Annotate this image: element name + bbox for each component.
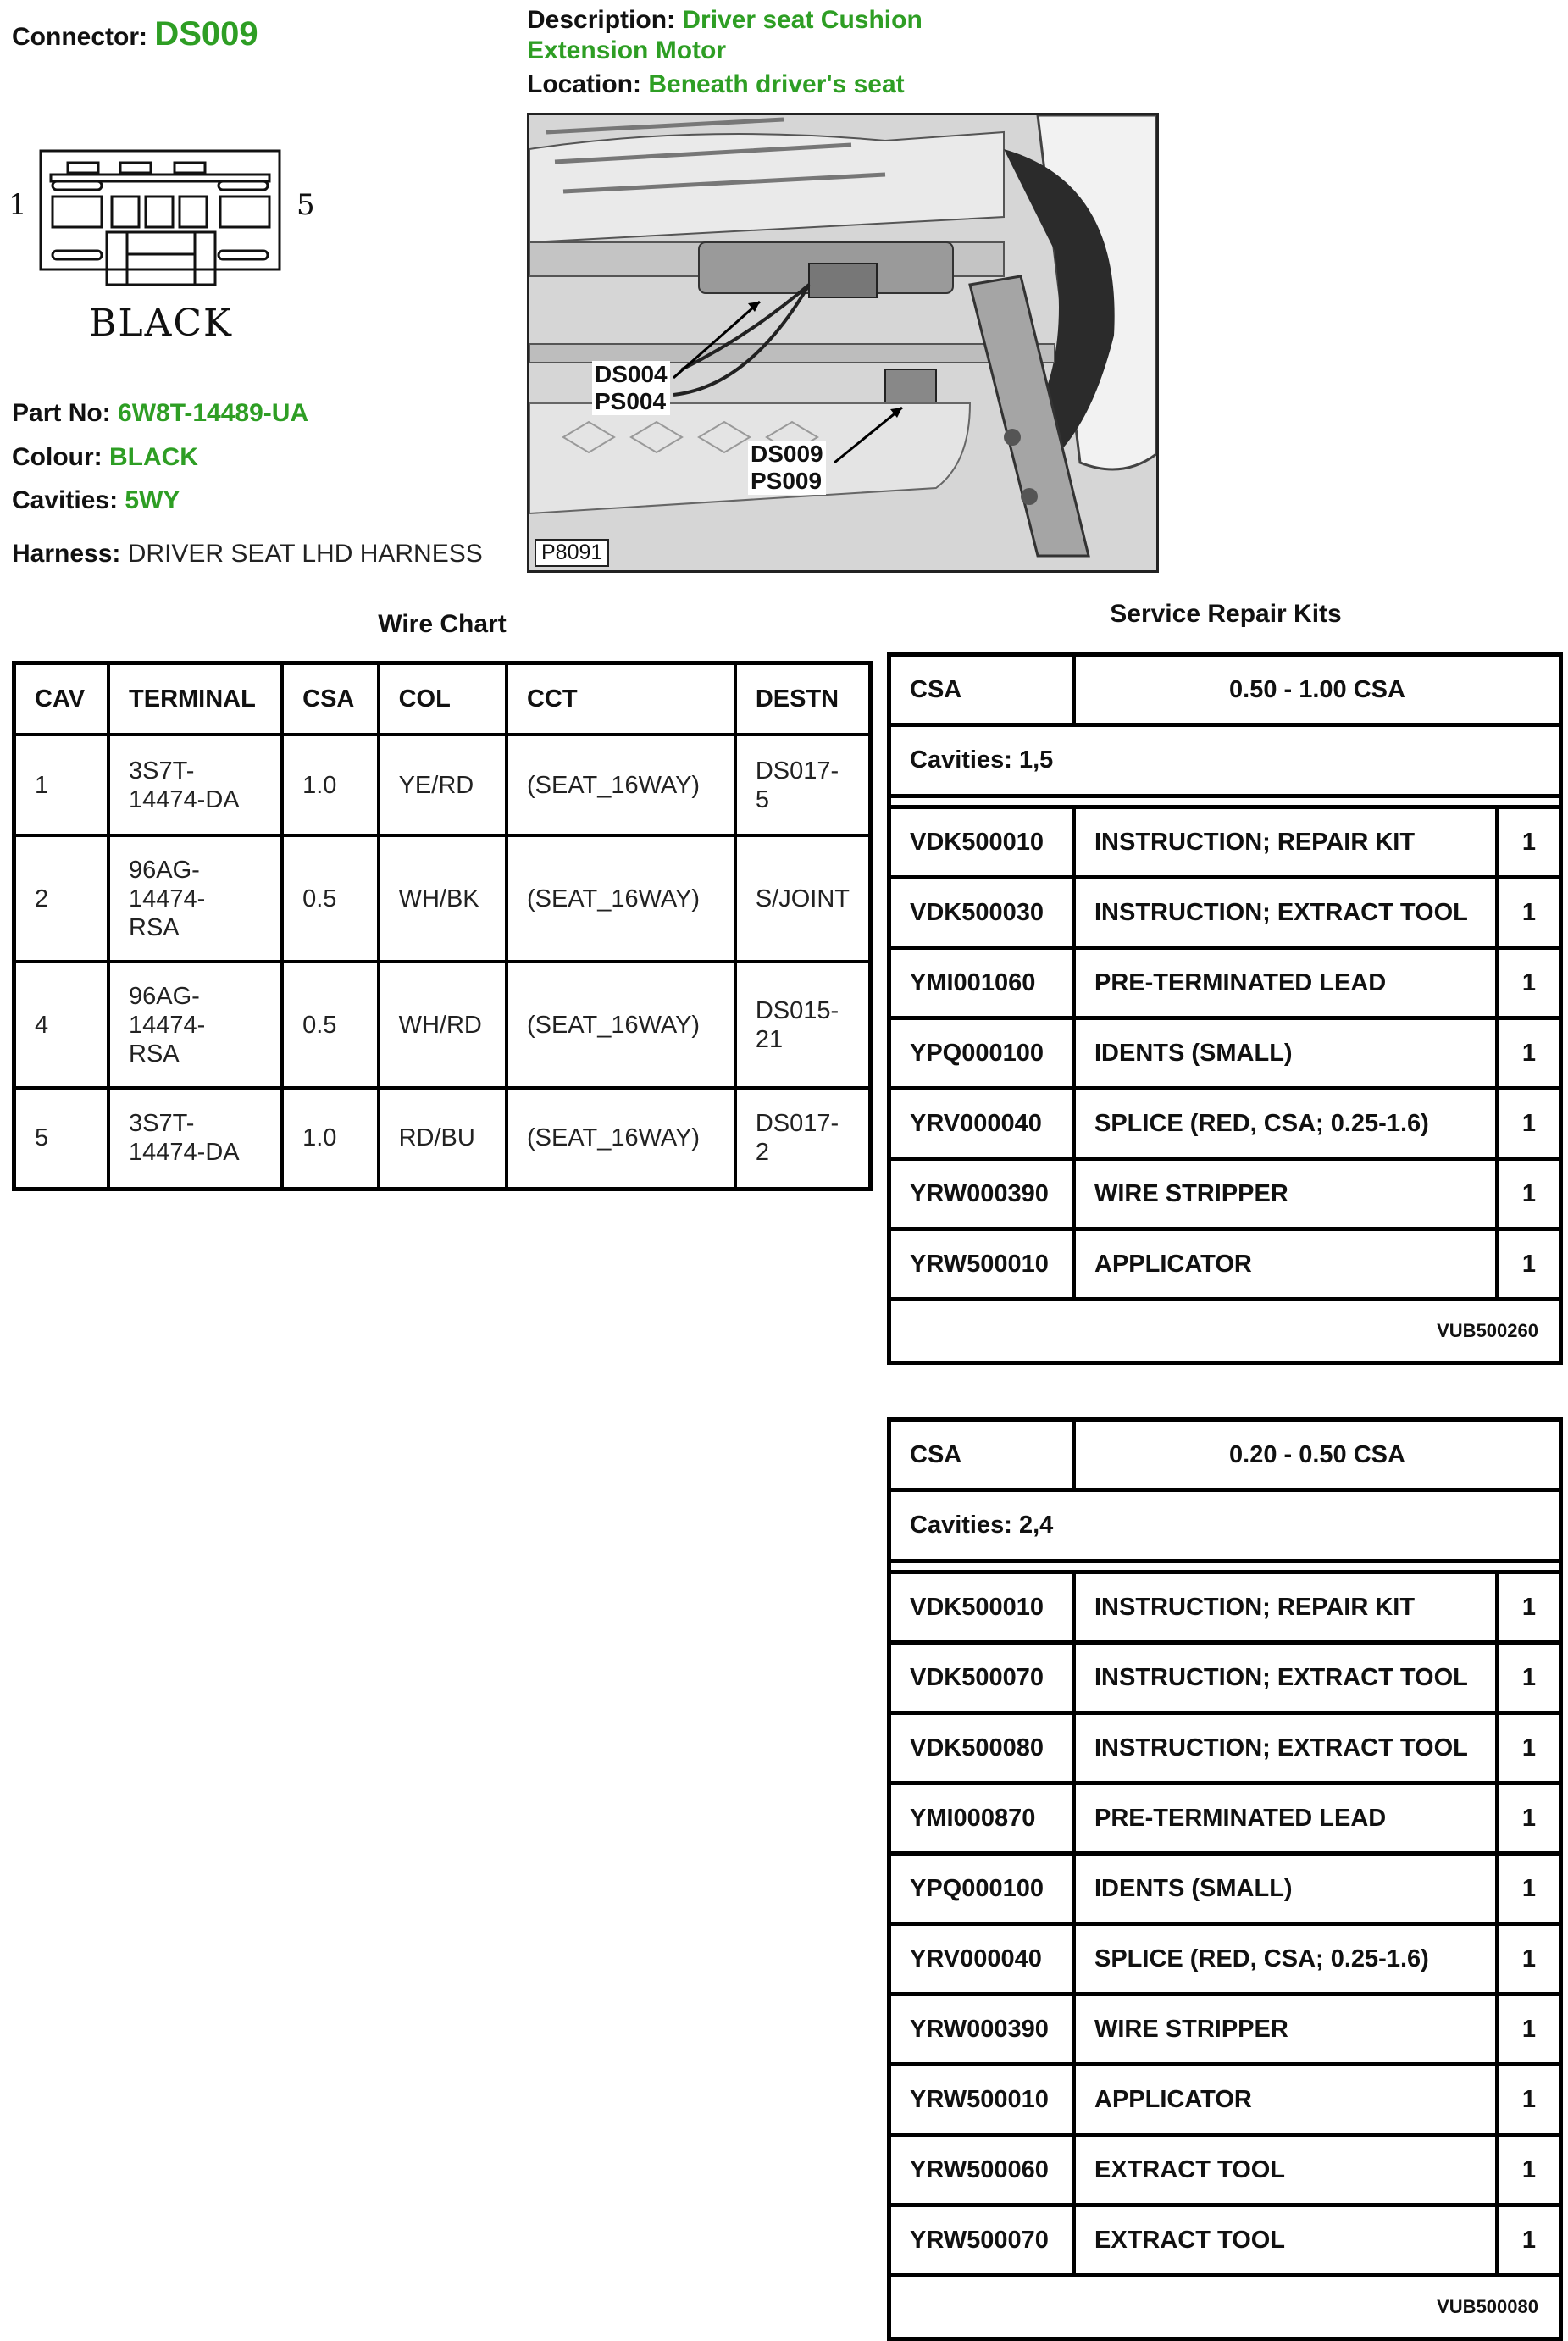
kit-item-code: YMI001060 bbox=[891, 950, 1076, 1016]
callout-ds004-label: DS004 bbox=[595, 361, 668, 387]
part-label: Part No: bbox=[12, 399, 111, 427]
part-value: 6W8T-14489-UA bbox=[118, 399, 309, 427]
wire-cell-cav: 1 bbox=[14, 735, 109, 835]
kit-item-code: YPQ000100 bbox=[891, 1020, 1076, 1086]
kit-item-desc: EXTRACT TOOL bbox=[1076, 2207, 1499, 2273]
kit-item-code: YRW500010 bbox=[891, 2066, 1076, 2133]
wire-row bbox=[14, 835, 871, 962]
colour-row bbox=[12, 442, 198, 473]
kit-item-desc: INSTRUCTION; EXTRACT TOOL bbox=[1076, 879, 1499, 946]
col-header-destn: DESTN bbox=[735, 663, 871, 735]
harness-label: Harness: bbox=[12, 540, 121, 568]
col-header-cav: CAV bbox=[14, 663, 109, 735]
description-block bbox=[527, 5, 923, 100]
kit-item-row bbox=[891, 950, 1559, 1020]
kit-item-code: VDK500070 bbox=[891, 1645, 1076, 1711]
kit-item-code: VDK500010 bbox=[891, 809, 1076, 875]
kit-item-desc: INSTRUCTION; EXTRACT TOOL bbox=[1076, 1715, 1499, 1781]
wire-cell-col: WH/RD bbox=[379, 962, 507, 1088]
kit-item-row bbox=[891, 1574, 1559, 1645]
kit-item-desc: INSTRUCTION; REPAIR KIT bbox=[1076, 1574, 1499, 1640]
kit-item-desc: INSTRUCTION; EXTRACT TOOL bbox=[1076, 1645, 1499, 1711]
wire-cell-destn: DS015- 21 bbox=[735, 962, 871, 1088]
wire-cell-terminal: 96AG- 14474- RSA bbox=[108, 835, 282, 962]
service-kits-title: Service Repair Kits bbox=[1110, 600, 1342, 628]
kit-item-row bbox=[891, 1996, 1559, 2066]
connector-heading bbox=[12, 15, 258, 53]
kit-item-desc: IDENTS (SMALL) bbox=[1076, 1856, 1499, 1922]
kit-item-code: YRW000390 bbox=[891, 1996, 1076, 2062]
kit-item-qty: 1 bbox=[1521, 2085, 1537, 2113]
cavities-row bbox=[12, 485, 180, 516]
kit-code: VUB500260 bbox=[1437, 1320, 1538, 1341]
kit-item-desc: PRE-TERMINATED LEAD bbox=[1076, 950, 1499, 1016]
part-number-row bbox=[12, 398, 308, 429]
col-header-csa: CSA bbox=[282, 663, 378, 735]
wire-cell-cct: (SEAT_16WAY) bbox=[507, 1088, 735, 1189]
kit-item-qty: 1 bbox=[1521, 1039, 1537, 1067]
description-label: Description: bbox=[527, 6, 676, 34]
wire-row bbox=[14, 735, 871, 835]
kit-item-qty: 1 bbox=[1521, 828, 1537, 856]
wire-cell-csa: 1.0 bbox=[282, 735, 378, 835]
repair-kit-table-1 bbox=[887, 652, 1563, 1365]
kit-item-code: YMI000870 bbox=[891, 1785, 1076, 1851]
kit-item-code: YRV000040 bbox=[891, 1090, 1076, 1157]
colour-value: BLACK bbox=[108, 443, 198, 471]
kit-item-row bbox=[891, 2066, 1559, 2137]
kit-cavities: Cavities: 2,4 bbox=[891, 1492, 1559, 1563]
connector-diagram bbox=[8, 144, 330, 364]
wire-cell-csa: 1.0 bbox=[282, 1088, 378, 1189]
kit-item-desc: SPLICE (RED, CSA; 0.25-1.6) bbox=[1076, 1926, 1499, 1992]
kit-item-code: VDK500080 bbox=[891, 1715, 1076, 1781]
kit-item-qty: 1 bbox=[1521, 1874, 1537, 1902]
wire-row bbox=[14, 962, 871, 1088]
cavities-value: 5WY bbox=[125, 486, 180, 514]
kit-item-qty: 1 bbox=[1521, 1593, 1537, 1621]
col-header-terminal: TERMINAL bbox=[108, 663, 282, 735]
kit-item-desc: WIRE STRIPPER bbox=[1076, 1996, 1499, 2062]
kit-item-code: YRW000390 bbox=[891, 1161, 1076, 1227]
wire-cell-destn: S/JOINT bbox=[735, 835, 871, 962]
kit-item-qty: 1 bbox=[1521, 1250, 1537, 1278]
callout-ds009-label: DS009 bbox=[751, 441, 823, 467]
wire-cell-cav: 4 bbox=[14, 962, 109, 1088]
kit-item-qty: 1 bbox=[1521, 1179, 1537, 1207]
wire-cell-cct: (SEAT_16WAY) bbox=[507, 835, 735, 962]
connector-colour-text: BLACK bbox=[89, 302, 233, 345]
wire-cell-col: YE/RD bbox=[379, 735, 507, 835]
kit-item-row bbox=[891, 1020, 1559, 1090]
kit-item-qty: 1 bbox=[1521, 1734, 1537, 1761]
kit-item-row bbox=[891, 2207, 1559, 2277]
harness-row bbox=[12, 539, 483, 569]
connector-label: Connector: bbox=[12, 23, 147, 51]
kit-item-desc: APPLICATOR bbox=[1076, 2066, 1499, 2133]
col-header-cct: CCT bbox=[507, 663, 735, 735]
kit-item-row bbox=[891, 879, 1559, 950]
cavities-label: Cavities: bbox=[12, 486, 119, 514]
wire-cell-csa: 0.5 bbox=[282, 962, 378, 1088]
kit-divider bbox=[891, 1563, 1559, 1574]
col-header-col: COL bbox=[379, 663, 507, 735]
photo-callout-ds004 bbox=[592, 361, 670, 415]
kit-csa-value: 0.50 - 1.00 CSA bbox=[1229, 675, 1405, 703]
pin-1-label: 1 bbox=[8, 188, 27, 222]
connector-id: DS009 bbox=[154, 15, 258, 53]
kit-item-desc: SPLICE (RED, CSA; 0.25-1.6) bbox=[1076, 1090, 1499, 1157]
kit-item-qty: 1 bbox=[1521, 2226, 1537, 2254]
colour-label: Colour: bbox=[12, 443, 103, 471]
kit-item-desc: IDENTS (SMALL) bbox=[1076, 1020, 1499, 1086]
location-photo bbox=[527, 113, 1159, 573]
wire-cell-cav: 5 bbox=[14, 1088, 109, 1189]
seat-mechanism-image bbox=[529, 115, 1156, 570]
wire-row bbox=[14, 1088, 871, 1189]
wire-chart-title: Wire Chart bbox=[378, 610, 507, 638]
photo-callout-ds009 bbox=[748, 441, 826, 495]
wire-cell-terminal: 3S7T- 14474-DA bbox=[108, 735, 282, 835]
kit-item-row bbox=[891, 1645, 1559, 1715]
wire-cell-csa: 0.5 bbox=[282, 835, 378, 962]
kit-item-row bbox=[891, 1715, 1559, 1785]
kit-csa-label: CSA bbox=[891, 1422, 1076, 1488]
wire-cell-col: WH/BK bbox=[379, 835, 507, 962]
kit-item-qty: 1 bbox=[1521, 968, 1537, 996]
kit-item-qty: 1 bbox=[1521, 2015, 1537, 2043]
wire-cell-destn: DS017- 2 bbox=[735, 1088, 871, 1189]
kit-item-qty: 1 bbox=[1521, 1109, 1537, 1137]
kit-item-desc: APPLICATOR bbox=[1076, 1231, 1499, 1297]
pin-5-label: 5 bbox=[296, 188, 315, 222]
kit-item-row bbox=[891, 1090, 1559, 1161]
kit-item-row bbox=[891, 1856, 1559, 1926]
kit-item-row bbox=[891, 1926, 1559, 1996]
harness-value: DRIVER SEAT LHD HARNESS bbox=[127, 540, 483, 568]
kit-item-code: YRW500060 bbox=[891, 2137, 1076, 2203]
kit-item-desc: INSTRUCTION; REPAIR KIT bbox=[1076, 809, 1499, 875]
kit-item-desc: PRE-TERMINATED LEAD bbox=[1076, 1785, 1499, 1851]
wire-cell-terminal: 96AG- 14474- RSA bbox=[108, 962, 282, 1088]
kit-divider bbox=[891, 798, 1559, 809]
kit-item-row bbox=[891, 1231, 1559, 1301]
wire-cell-cct: (SEAT_16WAY) bbox=[507, 962, 735, 1088]
kit-item-code: YRW500010 bbox=[891, 1231, 1076, 1297]
wire-cell-cav: 2 bbox=[14, 835, 109, 962]
kit-item-desc: EXTRACT TOOL bbox=[1076, 2137, 1499, 2203]
kit-item-code: VDK500030 bbox=[891, 879, 1076, 946]
kit-csa-label: CSA bbox=[891, 657, 1076, 723]
repair-kit-table-2 bbox=[887, 1417, 1563, 2341]
kit-cavities: Cavities: 1,5 bbox=[891, 727, 1559, 798]
kit-code: VUB500080 bbox=[1437, 2296, 1538, 2317]
wire-cell-terminal: 3S7T- 14474-DA bbox=[108, 1088, 282, 1189]
photo-figure-id: P8091 bbox=[535, 539, 609, 567]
description-line2: Extension Motor bbox=[527, 36, 727, 64]
kit-item-qty: 1 bbox=[1521, 1944, 1537, 1972]
kit-item-code: YRV000040 bbox=[891, 1926, 1076, 1992]
kit-item-qty: 1 bbox=[1521, 2155, 1537, 2183]
kit-item-code: YPQ000100 bbox=[891, 1856, 1076, 1922]
kit-item-row bbox=[891, 1161, 1559, 1231]
description-line1: Driver seat Cushion bbox=[682, 6, 923, 34]
kit-item-qty: 1 bbox=[1521, 898, 1537, 926]
location-label: Location: bbox=[527, 70, 641, 98]
kit-csa-value: 0.20 - 0.50 CSA bbox=[1229, 1440, 1405, 1468]
kit-item-code: YRW500070 bbox=[891, 2207, 1076, 2273]
callout-ps009-label: PS009 bbox=[751, 468, 823, 494]
kit-item-qty: 1 bbox=[1521, 1804, 1537, 1832]
kit-item-qty: 1 bbox=[1521, 1663, 1537, 1691]
wire-cell-destn: DS017- 5 bbox=[735, 735, 871, 835]
callout-ps004-label: PS004 bbox=[595, 388, 667, 414]
kit-item-code: VDK500010 bbox=[891, 1574, 1076, 1640]
kit-item-desc: WIRE STRIPPER bbox=[1076, 1161, 1499, 1227]
kit-item-row bbox=[891, 809, 1559, 879]
wire-cell-col: RD/BU bbox=[379, 1088, 507, 1189]
kit-item-row bbox=[891, 2137, 1559, 2207]
wire-cell-cct: (SEAT_16WAY) bbox=[507, 735, 735, 835]
kit-item-row bbox=[891, 1785, 1559, 1856]
wire-chart-header-row bbox=[14, 663, 871, 735]
location-value: Beneath driver's seat bbox=[648, 70, 905, 98]
kit-header-row bbox=[891, 1422, 1559, 1492]
kit-header-row bbox=[891, 657, 1559, 727]
wire-chart-table bbox=[12, 661, 873, 1191]
